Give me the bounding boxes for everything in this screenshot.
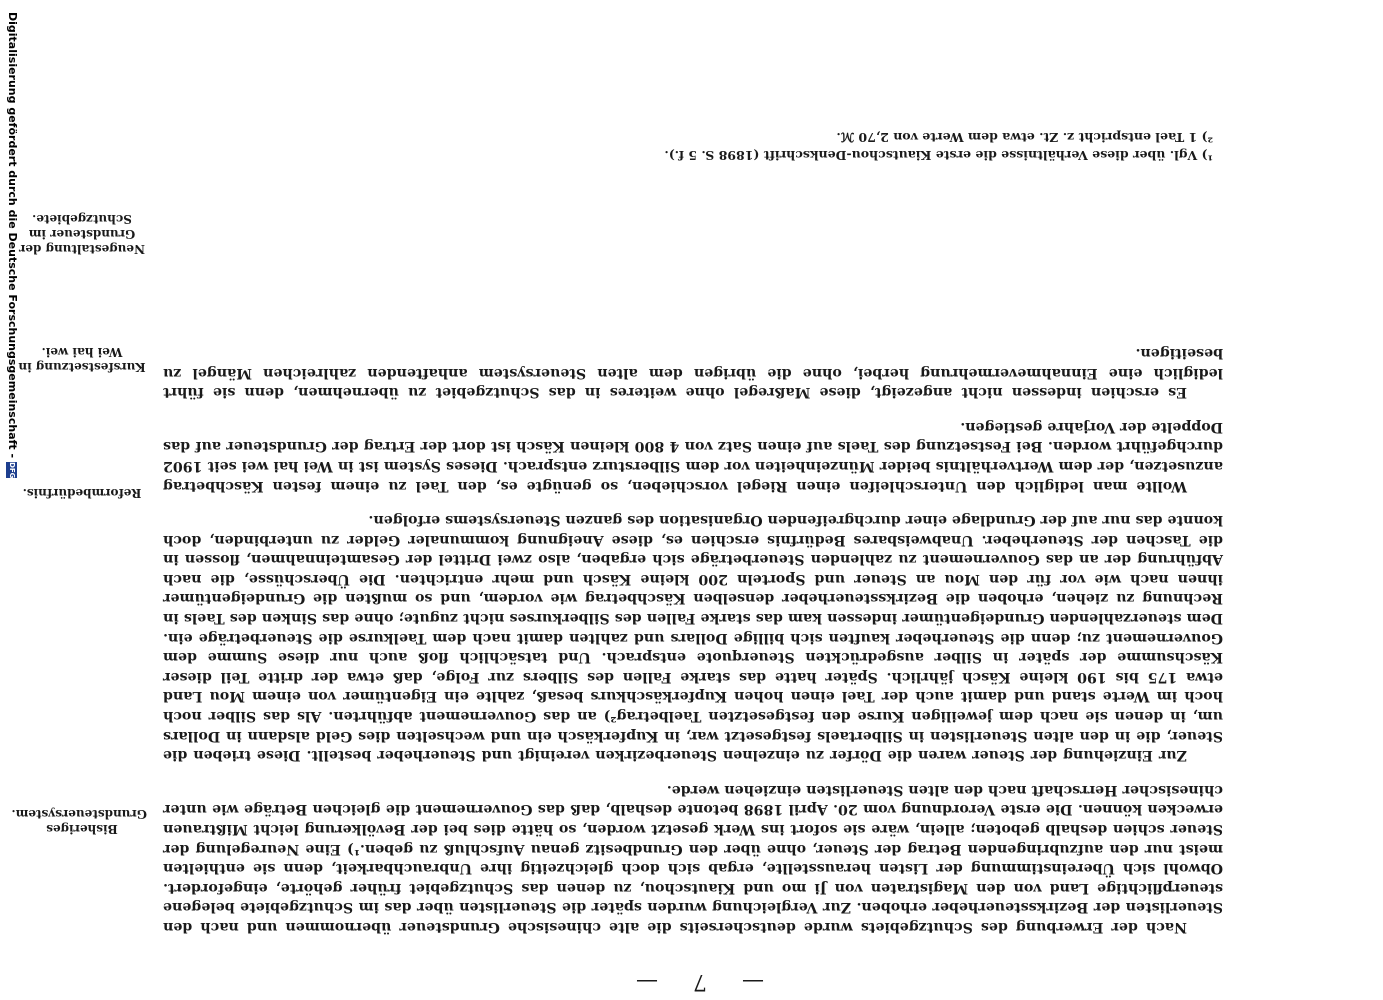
margin-note-grundsteuersystem: Bisheriges Grundsteuersystem.: [11, 807, 147, 836]
paragraph-3: Wollte man lediglich den Unterschleifen einen Riegel vorschieben, so genügte es, den Tael zu einem festen Käschbetrag anzusetzen, der dem Wertverhältnis beider Münzeinheiten vor dem Silbersturz entsprach. Dieses System ist in Wei hai wei seit 1902 durchgeführt worden. Bei Festsetzung des Taels auf einen Satz von 4 800 kleinen Käsch ist dort der Ertrag der Grundsteuer auf das Doppelte der Vorjahre gestiegen.: [163, 418, 1223, 494]
dfg-logo-icon: DFG: [8, 462, 17, 479]
margin-note-reformbeduerfnis: Reformbedürfnis.: [22, 486, 142, 500]
margin-note-neugestaltung: Neugestaltung der Grundsteuer im Schutzgebiete.: [19, 212, 145, 256]
footnote-2: ²) 1 Tael entspricht z. Zt. etwa dem Werte von 2,70 ℳ.: [836, 130, 1213, 145]
body-text: [163, 342, 1223, 936]
footnote-1: ¹) Vgl. über diese Verhältnisse die erste Kiautschou-Denkschrift (1898 S. 5 f.).: [664, 148, 1213, 163]
paragraph-2: Zur Einziehung der Steuer waren die Dörfer zu einzelnen Steuerbezirken vereinigt und Steuerheber bestellt. Diese trieben die Steuer, die in den alten Steuerlisten in Silbertaels festgesetzt war, in Kupferkäsch ein und wechselten dies Geld alsdann in Dollars um, in denen sie nach dem jeweiligen Kurse den festgesetzten Taelbetrag²) an das Gouvernement abführten. Als das Silber noch hoch im Werte stand und damit auch der Tael einen hohen Kupferkäschkurs besaß, zahlte ein Eigentümer von einem Mou Land etwa 175 bis 190 kleine Käsch jährlich. Später hatte das starke Fallen des Silbers zur Folge, daß etwa der dritte Teil dieser Käschsumme der später in Silber ausgedrückten Steuerquote entsprach. Und tatsächlich floß auch nur diese Summe dem Gouvernement zu; denn die Steuerheber kauften sich billige Dollars und zahlten damit nach dem Taelkurse die Steuerbeträge ein. Dem steuerzahlenden Grundeigentümer indessen kam das starke Fallen des Silberkurses nicht zugute; ohne das Sinken des Taels in Rechnung zu ziehen, erhoben die Bezirkssteuerheber denselben Käschbetrag wie vordem, und so mußten die Grundeigentümer ihnen nach wie vor für den Mou an Steuer und Sporteln 200 kleine Käsch und mehr entrichten. Die Überschüsse, die nach Abführung der an das Gouvernement zu zahlenden Steuerbeträge sich ergaben, also zwei Drittel der Gesamteinnahmen, flossen in die Taschen der Steuerheber. Unabweisbares Bedürfnis erschien es, diese Aneignung kommunaler Gelder zu unterbinden, doch konnte das nur auf der Grundlage einer durchgreifenden Organisation des ganzen Steuersystems erfolgen.: [163, 512, 1223, 764]
paragraph-4: Es erschien indessen nicht angezeigt, diese Maßregel ohne weiteres in das Schutzgebiet zu übernehmen, denn sie führt lediglich eine Einnahmevermehrung herbei, ohne die übrigen dem alten Steuersystem anhaftenden zahlreichen Mängel zu beseitigen.: [163, 344, 1223, 401]
credit-text: Digitalisierung gefördert durch die Deutsche Forschungsgemeinschaft -: [6, 12, 19, 459]
paragraph-1: Nach der Erwerbung des Schutzgebiets wurde deutscherseits die alte chinesische Grundsteuer übernommen und nach den Steuerlisten der Bezirkssteuerheber erhoben. Zur Vergleichung wurden später die Steuerlisten über das im Schutzgebiete belegene steuerpflichtige Land von den Magistraten von Ji mo und Kiautschou, zu denen das Schutzgebiet früher gehörte, eingefordert. Obwohl sich Übereinstimmung der Listen herausstellte, ergab sich doch gleichzeitig ihre Unbrauchbarkeit, denn sie enthielten meist nur den aufzubringenden Betrag der Steuer, ohne über den Grundbesitz genau Aufschluß zu geben.¹) Eine Neuregelung der Steuer schien deshalb geboten; allein, wäre sie sofort ins Werk gesetzt worden, so hätte dies bei der Bevölkerung leicht Mißtrauen erwecken können. Die erste Verordnung vom 20. April 1898 betonte deshalb, daß das Gouvernement die gleichen Beträge wie unter chinesischer Herrschaft nach den alten Steuerlisten einziehen werde.: [163, 781, 1223, 935]
footnotes: [163, 128, 1223, 164]
margin-note-kursfestsetzung: Kursfestsetzung in Wei hai wei.: [18, 345, 146, 374]
page-number: — 7 —: [622, 969, 764, 994]
